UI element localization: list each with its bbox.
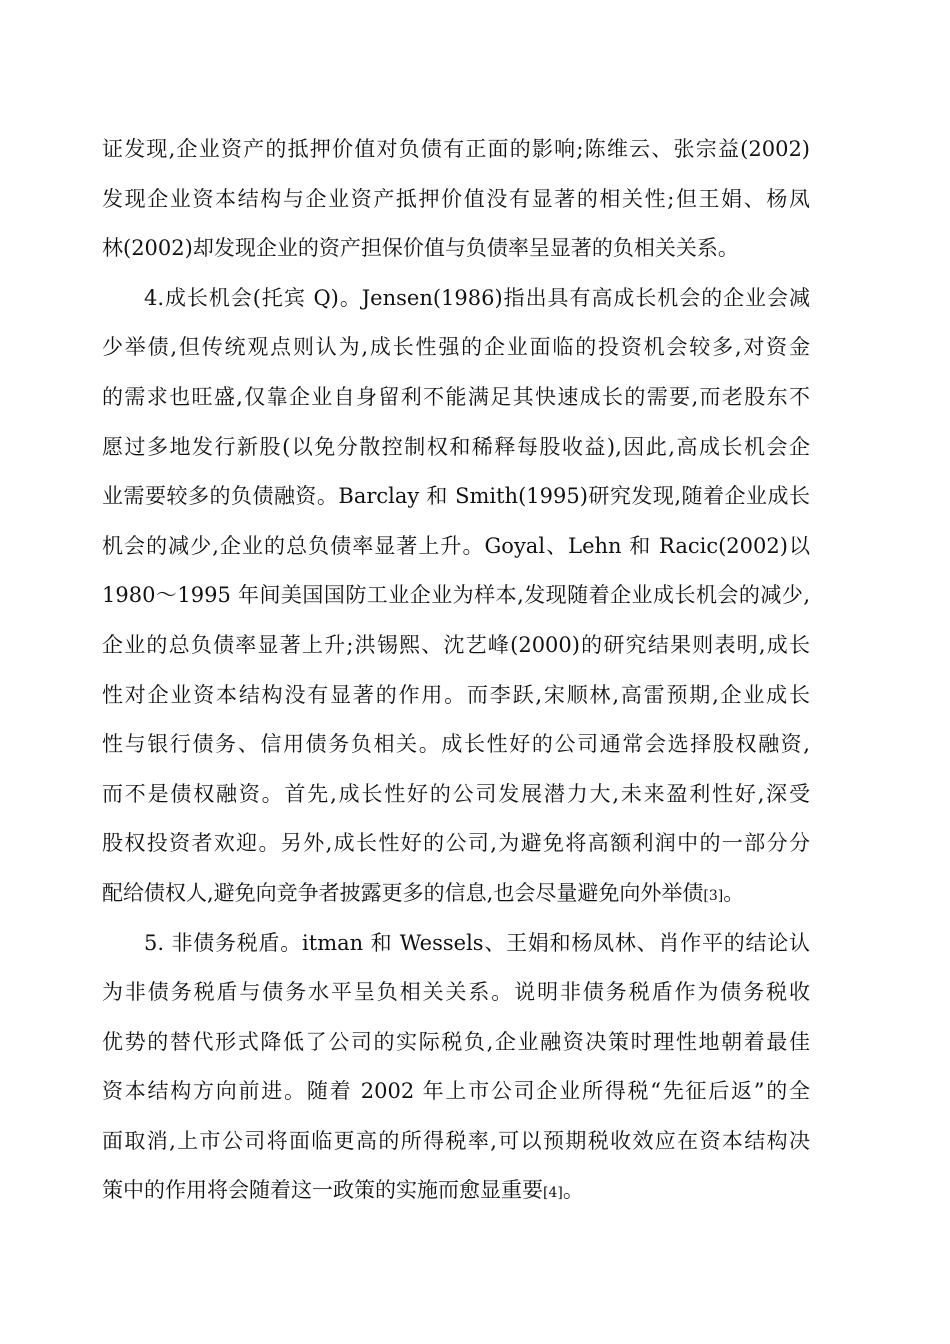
paragraph-2-line: 性与银行债务、信用债务负相关。成长性好的公司通常会选择股权融资, (102, 732, 810, 757)
paragraph-3-line: 5. 非债务税盾。itman 和 Wessels、王娟和杨凤林、肖作平的结论认 (144, 930, 810, 955)
paragraph-3-line: 为非债务税盾与债务水平呈负相关关系。说明非债务税盾作为债务税收 (102, 980, 810, 1005)
paragraph-3-last-text: 策中的作用将会随着这一政策的实施而愈显重要 (102, 1178, 543, 1203)
paragraph-2-line: 1980～1995 年间美国国防工业企业为样本,发现随着企业成长机会的减少, (102, 583, 810, 608)
paragraph-2-last-line (102, 878, 810, 928)
citation-marker: [3] (703, 887, 724, 904)
paragraph-3-line: 资本结构方向前进。随着 2002 年上市公司企业所得税“先征后返”的全 (102, 1079, 810, 1104)
paragraph-2-line: 股权投资者欢迎。另外,成长性好的公司,为避免将高额利润中的一部分分 (102, 831, 810, 856)
body-text (102, 134, 810, 1225)
paragraph-2-line: 少举债,但传统观点则认为,成长性强的企业面临的投资机会较多,对资金 (102, 335, 810, 360)
paragraph-2-line: 愿过多地发行新股(以免分散控制权和稀释每股收益),因此,高成长机会企 (102, 434, 810, 459)
paragraph-2-line: 业需要较多的负债融资。Barclay 和 Smith(1995)研究发现,随着企业成长 (102, 484, 810, 509)
paragraph-1-line: 林(2002)却发现企业的资产担保价值与负债率呈显著的负相关关系。 (102, 236, 739, 261)
paragraph-2-line: 4.成长机会(托宾 Q)。Jensen(1986)指出具有高成长机会的企业会减 (144, 285, 810, 310)
paragraph-2-line: 而不是债权融资。首先,成长性好的公司发展潜力大,未来盈利性好,深受 (102, 781, 810, 806)
paragraph-2-last-text: 配给债权人,避免向竞争者披露更多的信息,也会尽量避免向外举债 (102, 880, 704, 905)
citation-marker: [4] (543, 1185, 563, 1202)
paragraph-3-end-punct: 。 (562, 1178, 584, 1203)
paragraph-3-last-line (102, 1175, 810, 1225)
paragraph-1-line: 证发现,企业资产的抵押价值对负债有正面的影响;陈维云、张宗益(2002) (102, 137, 810, 161)
paragraph-2-line: 机会的减少,企业的总负债率显著上升。Goyal、Lehn 和 Racic(2002)以 (102, 533, 810, 558)
paragraph-2-end-punct: 。 (723, 880, 745, 905)
paragraph-2-line: 性对企业资本结构没有显著的作用。而李跃,宋顺林,高雷预期,企业成长 (102, 682, 810, 707)
paragraph-2-line: 企业的总负债率显著上升;洪锡熙、沈艺峰(2000)的研究结果则表明,成长 (102, 632, 810, 657)
paragraph-3-line: 优势的替代形式降低了公司的实际税负,企业融资决策时理性地朝着最佳 (102, 1029, 810, 1054)
paragraph-2-line: 的需求也旺盛,仅靠企业自身留利不能满足其快速成长的需要,而老股东不 (102, 384, 810, 409)
paragraph-1-line: 发现企业资本结构与企业资产抵押价值没有显著的相关性;但王娟、杨凤 (102, 186, 810, 211)
paragraph-3-line: 面取消,上市公司将面临更高的所得税率,可以预期税收效应在资本结构决 (102, 1128, 810, 1153)
